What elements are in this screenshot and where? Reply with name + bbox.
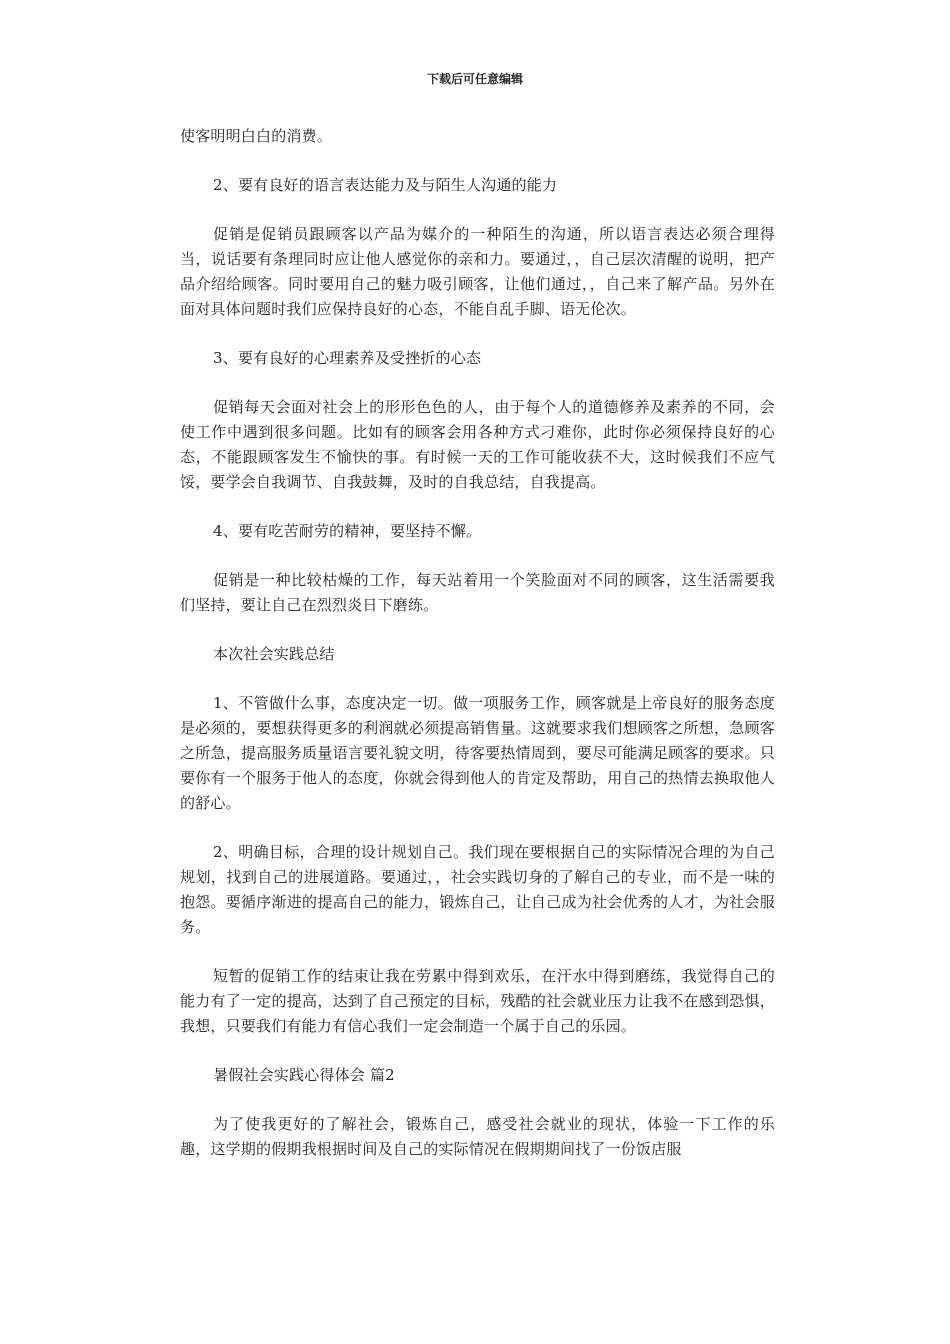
- section-heading: 3、要有良好的心理素养及受挫折的心态: [213, 349, 482, 367]
- section-heading: 4、要有吃苦耐劳的精神，要坚持不懈。: [213, 522, 482, 540]
- paragraph: 使客明明白白的消费。: [180, 127, 333, 145]
- paragraph: 促销是促销员跟顾客以产品为媒介的一种陌生的沟通，所以语言表达必须合理得当，说话要有条理同时应让他人感觉你的亲和力。要通过，，自己层次清醒的说明，把产品介绍给顾客。同时要用自己的魅力吸引顾客，让他们通过，，自己来了解产品。另外在面对具体问题时我们应保持良好的心态，不能自乱手脚、语无伦次。: [180, 225, 775, 318]
- paragraph: 2、明确目标，合理的设计规划自己。我们现在要根据自己的实际情况合理的为自己规划，找到自己的进展道路。要通过，，社会实践切身的了解自己的专业，而不是一味的抱怨。要循序渐进的提高自己的能力，锻炼自己，让自己成为社会优秀的人才，为社会服务。: [180, 843, 775, 936]
- page-header: 下载后可任意编辑: [426, 72, 523, 86]
- document-body: [180, 124, 775, 1186]
- section-heading: 暑假社会实践心得体会 篇2: [213, 1066, 395, 1084]
- paragraph: 短暂的促销工作的结束让我在劳累中得到欢乐，在汗水中得到磨练，我觉得自己的能力有了一定的提高，达到了自己预定的目标，残酷的社会就业压力让我不在感到恐惧，我想，只要我们有能力有信心我们一定会制造一个属于自己的乐园。: [180, 967, 775, 1035]
- paragraph: 促销是一种比较枯燥的工作，每天站着用一个笑脸面对不同的顾客，这生活需要我们坚持，要让自己在烈烈炎日下磨练。: [180, 571, 775, 614]
- paragraph: 为了使我更好的了解社会，锻炼自己，感受社会就业的现状，体验一下工作的乐趣，这学期的假期我根据时间及自己的实际情况在假期期间找了一份饭店服: [180, 1115, 775, 1158]
- section-heading: 2、要有良好的语言表达能力及与陌生人沟通的能力: [213, 176, 558, 194]
- paragraph: 促销每天会面对社会上的形形色色的人，由于每个人的道德修养及素养的不同，会使工作中遇到很多问题。比如有的顾客会用各种方式刁难你，此时你必须保持良好的心态，不能跟顾客发生不愉快的事。有时候一天的工作可能收获不大，这时候我们不应气馁，要学会自我调节、自我鼓舞，及时的自我总结，自我提高。: [180, 398, 775, 491]
- paragraph: 1、不管做什么事，态度决定一切。做一项服务工作，顾客就是上帝良好的服务态度是必须的，要想获得更多的利润就必须提高销售量。这就要求我们想顾客之所想，急顾客之所急，提高服务质量语言要礼貌文明，待客要热情周到，要尽可能满足顾客的要求。只要你有一个服务于他人的态度，你就会得到他人的肯定及帮助，用自己的热情去换取他人的舒心。: [180, 694, 775, 812]
- section-heading: 本次社会实践总结: [213, 645, 335, 663]
